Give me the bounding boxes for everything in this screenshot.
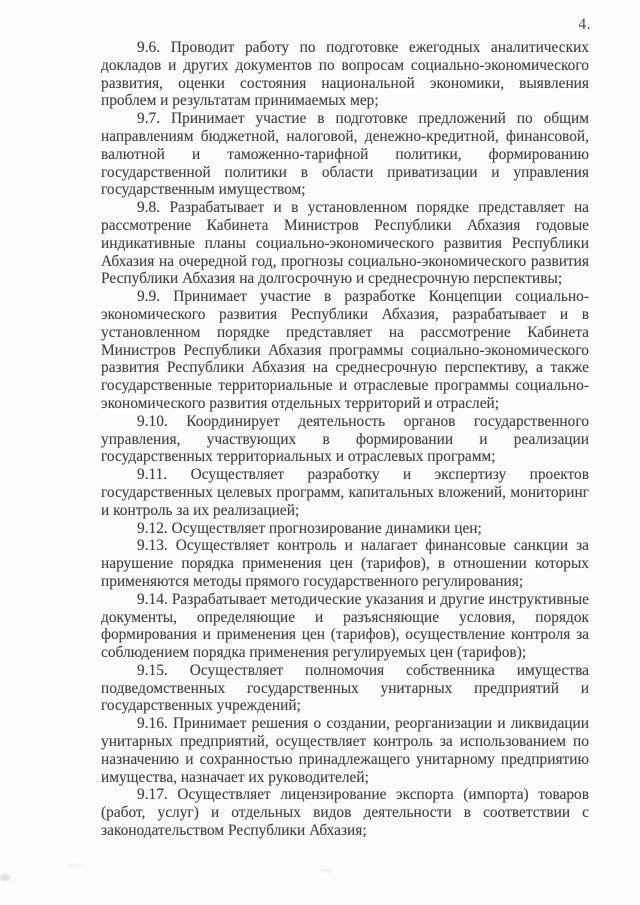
paragraph-number: 9.15. — [137, 661, 190, 679]
scan-artifact — [0, 874, 10, 881]
paragraph — [101, 520, 589, 538]
paragraph — [101, 591, 589, 662]
paragraph-text: Принимает участие в подготовке предложений по общим направлениям бюджетной, налоговой, денежно-кредитной, финансовой, валютной и таможенно-тарифной политики, формированию государственной политики в области приватизации и управления государственным имуществом; — [101, 110, 590, 199]
paragraph — [101, 199, 589, 288]
paragraph-number: 9.13. — [137, 537, 176, 555]
scan-artifact — [68, 864, 82, 867]
paragraph — [101, 786, 589, 839]
paragraph-text: Принимает решения о создании, реорганизации и ликвидации унитарных предприятий, осуществляет контроль за использованием по назначению и сохранностью принадлежащего унитарному предприятию имущества, назначает их руководителей; — [101, 715, 589, 786]
paragraph — [101, 288, 589, 413]
paragraph — [101, 39, 589, 110]
paragraph-text: Разрабатывает методические указания и другие инструктивные документы, определяющие и разъясняющие условия, порядок формирования и применения цен (тарифов), осуществление контроля за соблюдением порядка применения регулируемых цен (тарифов); — [101, 590, 589, 662]
paragraph — [101, 413, 589, 466]
document-body — [101, 39, 589, 840]
paragraph-text: Осуществляет полномочия собственника имущества подведомственных государственных унитарных предприятий и государственных учреждений; — [101, 661, 589, 715]
paragraph-number: 9.6. — [137, 39, 171, 56]
paragraph-number: 9.12. — [137, 519, 172, 537]
scan-artifact — [320, 869, 332, 872]
paragraph-number: 9.7. — [137, 110, 172, 128]
paragraph — [101, 662, 589, 715]
paragraph-number: 9.8. — [137, 199, 170, 217]
paragraph-text: Проводит работу по подготовке ежегодных аналитических докладов и других документов по вопросам социально-экономического развития, оценки состояния национальной экономики, выявления проблем и результатам принимаемых мер; — [101, 39, 589, 110]
paragraph-text: Координирует деятельность органов государственного управления, участвующих в формировании и реализации государственных территориальных и отраслевых программ; — [101, 412, 589, 466]
paragraph-text: Принимает участие в разработке Концепции социально-экономического развития Республики Абхазия, разрабатывает и в установленном порядке представляет на рассмотрение Кабинета Министров Республики Абхазия программы социально-экономического развития Республики Абхазия на среднесрочную перспективу, а также государственные территориальные и отраслевые программы социально-экономического развития отдельных территорий и отраслей; — [101, 288, 589, 412]
paragraph — [101, 715, 589, 786]
paragraph-number: 9.11. — [137, 466, 191, 484]
paragraph-number: 9.14. — [137, 590, 172, 608]
paragraph-text: Осуществляет прогнозирование динамики цен; — [171, 519, 482, 537]
paragraph-number: 9.9. — [137, 288, 174, 306]
paragraph-text: Осуществляет лицензирование экспорта (импорта) товаров (работ, услуг) и отдельных видов деятельности в соответствии с законодательством Республики Абхазия; — [101, 786, 589, 840]
paragraph-number: 9.10. — [137, 412, 187, 430]
paragraph-number: 9.17. — [137, 786, 178, 804]
paragraph-text: Разрабатывает и в установленном порядке представляет на рассмотрение Кабинета Министров Республики Абхазия годовые индикативные планы социально-экономического развития Республики Абхазия на очередной год, прогнозы социально-экономического развития Республики Абхазия на долгосрочную и среднесрочную перспективы; — [101, 199, 590, 288]
paragraph-text: Осуществляет контроль и налагает финансовые санкции за нарушение порядка применения цен (тарифов), в отношении которых применяются методы прямого государственного регулирования; — [101, 537, 589, 590]
paragraph — [101, 466, 589, 519]
paragraph — [101, 537, 589, 590]
paragraph-number: 9.16. — [137, 715, 173, 733]
paragraph — [101, 110, 589, 199]
paragraph-text: Осуществляет разработку и экспертизу проектов государственных целевых программ, капитальных вложений, мониторинг и контроль за их реализацией; — [101, 466, 589, 519]
page-number: 4. — [578, 16, 591, 33]
